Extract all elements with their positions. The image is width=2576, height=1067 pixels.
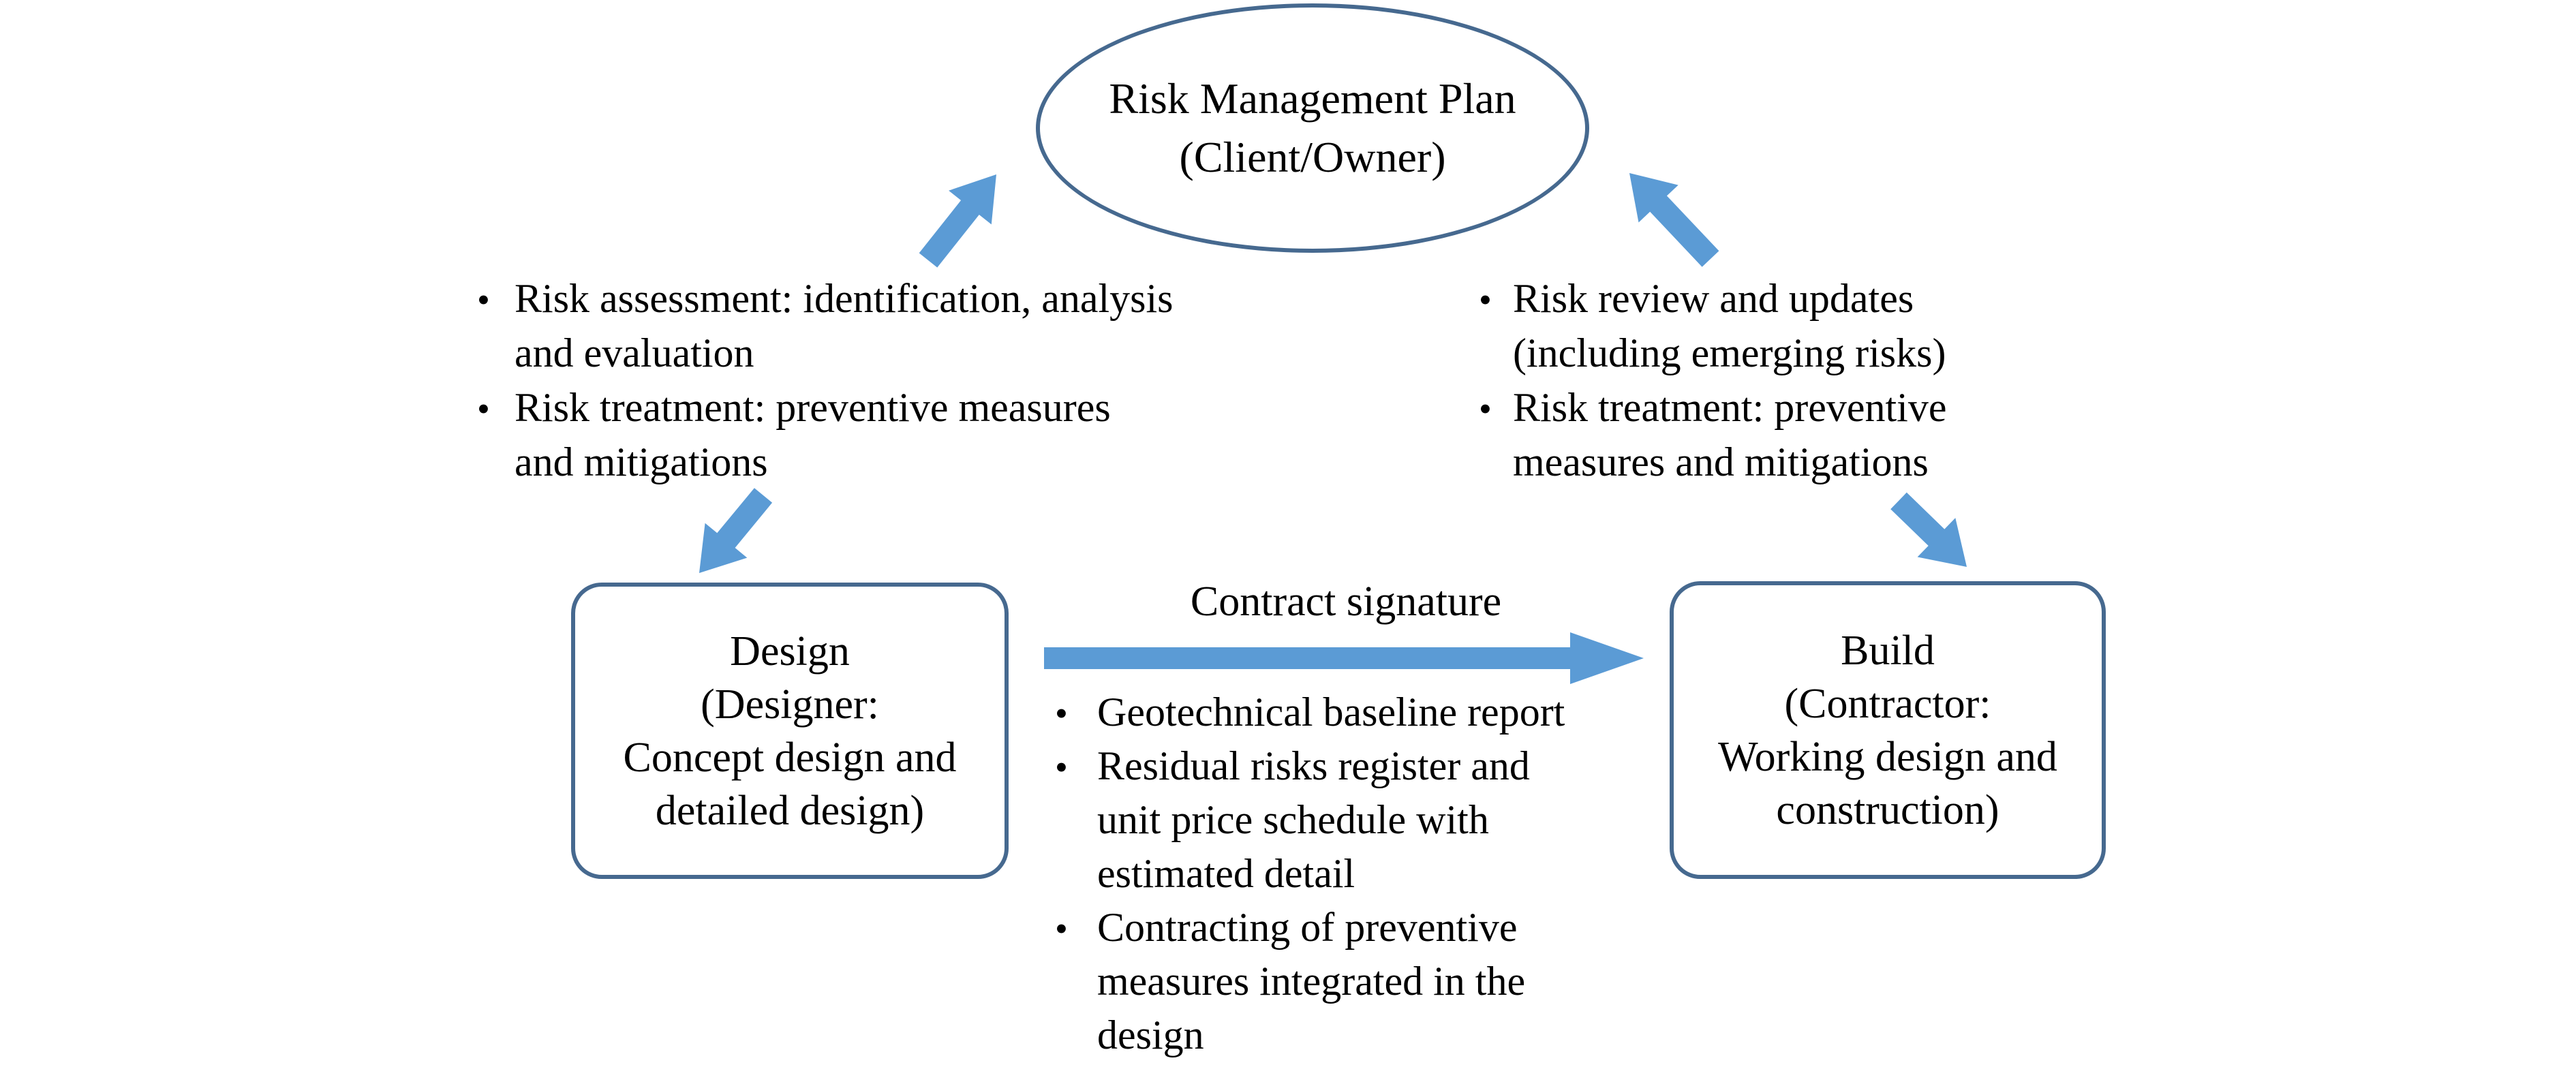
bullet-dot: • [1055, 908, 1068, 949]
build-to-plan-arrow-icon [1629, 173, 1719, 267]
list-item-text: Contracting of preventive [1097, 905, 1518, 950]
design-side-bullet-list [477, 271, 1377, 489]
text-line: construction) [1776, 786, 1999, 833]
plan-to-build-arrow-icon [1890, 493, 1967, 567]
list-item-text: measures integrated in the [1097, 959, 1526, 1004]
node-risk-management-plan [1036, 3, 1589, 253]
list-item-text: Risk treatment: preventive [1513, 385, 1947, 430]
node-build [1670, 581, 2106, 879]
list-item-text: design [1097, 1012, 1204, 1057]
list-item [1479, 435, 2092, 489]
text-line: Build [1841, 627, 1935, 674]
bullet-dot: • [477, 279, 490, 320]
list-item-text: (including emerging risks) [1513, 330, 1946, 375]
text-line: Design [730, 628, 850, 675]
list-item-text: estimated detail [1097, 851, 1355, 896]
list-item [1055, 1008, 1655, 1062]
list-item [477, 326, 1377, 380]
bullet-dot: • [477, 388, 490, 429]
bullet-dot: • [1479, 279, 1492, 320]
bullet-dot: • [1479, 388, 1492, 429]
list-item-text: measures and mitigations [1513, 439, 1929, 484]
list-item [477, 271, 1377, 326]
list-item-text: Risk treatment: preventive measures [515, 385, 1111, 430]
list-item [1055, 685, 1655, 739]
list-item-text: Risk assessment: identification, analysis [515, 276, 1174, 321]
list-item [1055, 847, 1655, 901]
text-line: Risk Management Plan [1109, 74, 1516, 123]
list-item [1055, 793, 1655, 847]
bullet-dot: • [1055, 693, 1068, 734]
list-item [1479, 271, 2092, 326]
list-item [1479, 380, 2092, 435]
list-item-text: and mitigations [515, 439, 768, 484]
bullet-dot: • [1055, 747, 1068, 788]
text-line: (Designer: [701, 681, 879, 728]
text-line: (Client/Owner) [1179, 133, 1446, 181]
list-item-text: Geotechnical baseline report [1097, 690, 1565, 734]
list-item [477, 435, 1377, 489]
list-item-text: Risk review and updates [1513, 276, 1914, 321]
list-item-text: and evaluation [515, 330, 754, 375]
list-item [1055, 739, 1655, 793]
text-line: Concept design and [623, 734, 957, 781]
list-item [1055, 955, 1655, 1008]
text-line: Working design and [1718, 733, 2057, 780]
contract-signature-arrow-icon [1044, 632, 1644, 684]
list-item-text: unit price schedule with [1097, 797, 1489, 842]
contract-signature-label: Contract signature [1190, 578, 1502, 625]
text-line: detailed design) [655, 787, 925, 834]
build-side-bullet-list [1479, 271, 2092, 489]
design-to-plan-arrow-icon [919, 174, 996, 268]
node-design [571, 583, 1009, 879]
list-item-text: Residual risks register and [1097, 743, 1530, 788]
list-item [477, 380, 1377, 435]
list-item [1055, 901, 1655, 955]
contract-bullet-list [1055, 685, 1655, 1062]
list-item [1479, 326, 2092, 380]
text-line: (Contractor: [1784, 680, 1991, 727]
plan-to-design-arrow-icon [699, 488, 772, 573]
